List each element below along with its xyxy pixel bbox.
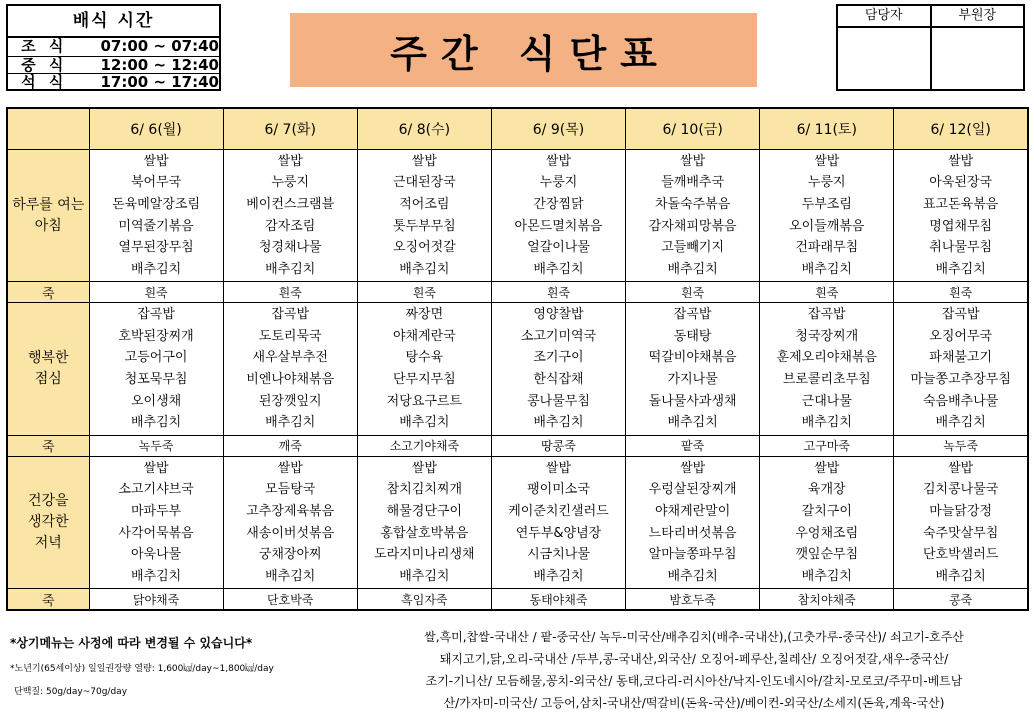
porridge-row — [7, 282, 1028, 303]
porridge-cell: 흰죽 — [357, 282, 491, 303]
dish: 짜장면 — [405, 307, 444, 323]
serving-label: 조 식 — [21, 37, 68, 55]
day-header: 6/ 6(월) — [89, 108, 223, 149]
meal-row — [7, 149, 1028, 281]
porridge-cell: 녹두죽 — [894, 435, 1028, 456]
dish: 우엉채조림 — [795, 525, 859, 541]
dish: 연두부&양념장 — [515, 525, 602, 541]
porridge-row — [7, 435, 1028, 456]
dish: 청경채나물 — [258, 240, 322, 256]
porridge-cell: 깨죽 — [223, 435, 357, 456]
dish: 배추김치 — [667, 415, 718, 431]
dish: 동태탕 — [673, 328, 712, 344]
header-corner — [7, 108, 89, 149]
dish: 새송이버섯볶음 — [246, 525, 335, 541]
porridge-cell: 흑임자죽 — [357, 589, 491, 610]
dish: 해물경단구이 — [386, 504, 463, 519]
dish: 파채불고기 — [929, 350, 993, 366]
approval-col-vice-director — [930, 6, 1024, 89]
origin-line: 산/가자미-미국산/ 고등어,삼치-국내산/떡갈비(돈육-국산)/베이컨-외국산/소세지(돈육,계육-국산) — [443, 696, 945, 710]
title-banner — [290, 13, 757, 87]
dish: 숙음배추나물 — [922, 393, 999, 409]
dish: 잡곡밥 — [941, 307, 980, 323]
dish: 쌀밥 — [814, 460, 840, 476]
menu-cell — [894, 303, 1028, 435]
dish: 한식잡채 — [533, 372, 584, 388]
dish: 잡곡밥 — [807, 307, 846, 323]
origin-line: 쌀,흑미,찹쌀-국내산 / 팥-중국산/ 녹두-미국산/배추김치(배추-국내산),(고춧가루-중국산)/ 쇠고기-호주산 — [424, 630, 964, 644]
day-header: 6/ 8(수) — [357, 108, 491, 149]
menu-cell — [894, 149, 1028, 281]
dish: 시금치나물 — [527, 547, 590, 563]
dish: 모듬탕국 — [265, 482, 316, 498]
menu-cell — [760, 149, 894, 281]
porridge-cell: 단호박죽 — [223, 589, 357, 610]
dish: 두부조림 — [801, 196, 852, 212]
meal-label-line: 아침 — [34, 217, 62, 234]
dish: 아몬드멸치볶음 — [514, 218, 603, 234]
approval-col-staff — [838, 6, 930, 89]
day-header: 6/ 7(화) — [223, 108, 357, 149]
dish: 배추김치 — [130, 261, 182, 277]
day-header: 6/ 12(일) — [894, 108, 1028, 149]
dish: 우렁살된장찌개 — [648, 482, 737, 498]
dish: 누룽지 — [539, 175, 578, 191]
meal-label — [7, 303, 89, 435]
serving-time-title: 배식 시간 — [8, 6, 219, 38]
dish: 북어무국 — [130, 175, 182, 191]
serving-label: 중 식 — [21, 55, 68, 74]
menu-cell — [89, 456, 223, 588]
dish: 알마늘쫑파무침 — [648, 547, 737, 563]
day-header: 6/ 9(목) — [491, 108, 625, 149]
serving-time: 17:00 ~ 17:40 — [100, 73, 219, 92]
dish: 탕수육 — [405, 350, 444, 366]
dish: 저당요구르트 — [386, 393, 463, 409]
dish: 소고기미역국 — [520, 328, 597, 344]
day-header-row — [7, 108, 1028, 149]
porridge-cell: 흰죽 — [491, 282, 625, 303]
dish: 베이컨스크램블 — [246, 196, 335, 212]
serving-time-box — [6, 4, 221, 91]
dish: 참치김치찌개 — [386, 482, 463, 498]
serving-row-dinner — [8, 73, 219, 91]
dish: 새우살부추전 — [252, 350, 328, 366]
change-notice: *상기메뉴는 사정에 따라 변경될 수 있습니다* — [10, 636, 253, 650]
origin-info — [356, 626, 1032, 714]
dish: 가지나물 — [667, 372, 718, 388]
dish: 김치콩나물국 — [922, 482, 999, 498]
menu-cell — [357, 149, 491, 281]
dish: 배추김치 — [265, 261, 316, 277]
porridge-cell: 흰죽 — [894, 282, 1028, 303]
dish: 마늘쫑고추장무침 — [910, 372, 1011, 388]
dish: 쌀밥 — [143, 153, 169, 169]
meal-label-line: 생각한 — [27, 514, 69, 531]
dish: 소고기샤브국 — [118, 482, 194, 498]
porridge-cell: 고구마죽 — [760, 435, 894, 456]
menu-cell — [223, 149, 357, 281]
dish: 야채계란국 — [392, 328, 456, 344]
dish: 오징어무국 — [929, 328, 993, 344]
porridge-cell: 참치야채죽 — [760, 589, 894, 610]
menu-cell — [89, 303, 223, 435]
dish: 배추김치 — [667, 568, 718, 584]
dish: 오이들깨볶음 — [789, 218, 865, 234]
dish: 아욱된장국 — [929, 175, 993, 191]
dish: 잡곡밥 — [137, 307, 175, 323]
dish: 육개장 — [807, 482, 846, 498]
signature-area — [838, 28, 930, 89]
dish: 쌀밥 — [143, 460, 169, 476]
dish: 청국장찌개 — [795, 328, 859, 344]
porridge-cell: 녹두죽 — [89, 435, 223, 456]
porridge-cell: 땅콩죽 — [491, 435, 625, 456]
dish: 쌀밥 — [948, 153, 974, 169]
menu-cell — [626, 456, 760, 588]
menu-cell — [760, 456, 894, 588]
dish: 배추김치 — [265, 415, 316, 431]
porridge-cell: 콩죽 — [894, 589, 1028, 610]
dish: 쌀밥 — [680, 460, 706, 476]
menu-cell — [491, 303, 625, 435]
dish: 잡곡밥 — [271, 307, 310, 323]
meal-row — [7, 456, 1028, 588]
meal-label-line: 하루를 여는 — [12, 196, 85, 213]
day-header: 6/ 11(토) — [760, 108, 894, 149]
dish: 배추김치 — [533, 415, 584, 431]
meal-label-line: 점심 — [34, 371, 62, 388]
dish: 돌나물사과생채 — [648, 393, 737, 409]
dish: 배추김치 — [265, 568, 316, 584]
dish: 조기구이 — [533, 350, 584, 366]
meal-label — [7, 149, 89, 281]
dish: 영양찰밥 — [533, 307, 584, 323]
porridge-cell: 팥죽 — [626, 435, 760, 456]
dish: 배추김치 — [533, 568, 584, 584]
dish: 갈치구이 — [801, 504, 852, 519]
porridge-label: 죽 — [7, 435, 89, 456]
origin-line: 조기-기니산/ 모듬해물,꽁치-외국산/ 동태,코다리-러시아산/낙지-인도네시아/갈치-모로코/주꾸미-베트남 — [425, 674, 963, 688]
meal-row — [7, 303, 1028, 435]
dish: 오이생채 — [130, 393, 182, 409]
menu-cell — [89, 149, 223, 281]
dish: 적어조림 — [399, 196, 450, 212]
porridge-cell: 소고기야채죽 — [357, 435, 491, 456]
dish: 쌀밥 — [545, 153, 572, 169]
menu-table — [6, 107, 1029, 611]
dish: 얼갈이나물 — [527, 240, 590, 256]
dish: 들깨배추국 — [661, 175, 725, 191]
dish: 쌀밥 — [545, 460, 572, 476]
menu-cell — [491, 149, 625, 281]
dish: 톳두부무침 — [392, 218, 456, 234]
dish: 단무지무침 — [392, 372, 456, 388]
dish: 누룽지 — [271, 175, 310, 191]
serving-row-lunch — [8, 56, 219, 74]
porridge-cell: 흰죽 — [89, 282, 223, 303]
menu-cell — [357, 456, 491, 588]
dish: 배추김치 — [533, 261, 584, 277]
serving-row-breakfast — [8, 38, 219, 56]
menu-cell — [894, 456, 1028, 588]
meal-label — [7, 456, 89, 588]
dish: 비엔나야채볶음 — [246, 372, 335, 388]
menu-cell — [223, 456, 357, 588]
dish: 잡곡밥 — [673, 307, 712, 323]
approval-box — [836, 4, 1025, 91]
dish: 배추김치 — [130, 415, 182, 431]
dish: 단호박샐러드 — [922, 547, 999, 563]
dish: 배추김치 — [801, 415, 852, 431]
meal-label-line: 행복한 — [27, 350, 69, 367]
porridge-cell: 밤호두죽 — [626, 589, 760, 610]
porridge-label: 죽 — [7, 282, 89, 303]
approval-head: 부원장 — [932, 6, 1024, 28]
dish: 쌀밥 — [680, 153, 706, 169]
dish: 고추장제육볶음 — [246, 504, 335, 519]
dish: 고들빼기지 — [661, 240, 725, 256]
dish: 배추김치 — [935, 261, 986, 277]
dish: 배추김치 — [399, 568, 450, 584]
protein-recommendation: 단백질: 50g/day~70g/day — [14, 687, 128, 697]
dish: 취나물무침 — [929, 240, 993, 256]
dish: 누룽지 — [807, 175, 846, 191]
dish: 떡갈비야채볶음 — [648, 350, 737, 366]
dish: 배추김치 — [667, 261, 718, 277]
dish: 쌀밥 — [948, 460, 974, 476]
dish: 케이준치킨샐러드 — [508, 504, 609, 519]
dish: 차돌숙주볶음 — [654, 196, 731, 212]
serving-label: 석 식 — [21, 73, 68, 92]
menu-cell — [626, 303, 760, 435]
dish: 궁채장아찌 — [258, 547, 322, 563]
dish: 쌀밥 — [411, 153, 437, 169]
dish: 마늘닭강정 — [929, 504, 993, 519]
dish: 쌀밥 — [411, 460, 437, 476]
dish: 콩나물무침 — [527, 393, 590, 409]
dish: 숙주맛살무침 — [922, 525, 999, 541]
dish: 호박된장찌개 — [118, 328, 194, 344]
meal-label-line: 저녁 — [34, 535, 62, 552]
dish: 미역줄기볶음 — [118, 218, 194, 234]
dish: 감자채피망볶음 — [648, 218, 737, 234]
dish: 사각어묵볶음 — [118, 525, 194, 541]
dish: 감자조림 — [265, 218, 316, 234]
porridge-label: 죽 — [7, 589, 89, 610]
dish: 고등어구이 — [124, 350, 188, 366]
dish: 야채계란말이 — [654, 504, 731, 519]
dish: 배추김치 — [399, 415, 450, 431]
dish: 표고돈육볶음 — [922, 196, 999, 212]
menu-cell — [760, 303, 894, 435]
dish: 청포묵무침 — [124, 372, 188, 388]
dish: 마파두부 — [130, 504, 182, 519]
dish: 간장찜닭 — [533, 196, 584, 212]
dish: 배추김치 — [801, 261, 852, 277]
dish: 오징어젓갈 — [392, 240, 456, 256]
dish: 훈제오리야채볶음 — [776, 350, 877, 366]
menu-cell — [357, 303, 491, 435]
signature-area — [932, 28, 1024, 89]
serving-time: 07:00 ~ 07:40 — [100, 37, 219, 55]
dish: 배추김치 — [399, 261, 450, 277]
menu-cell — [491, 456, 625, 588]
dish: 열무된장무침 — [118, 240, 194, 256]
dish: 아욱나물 — [130, 547, 182, 563]
dish: 홍합살호박볶음 — [380, 525, 469, 541]
serving-time: 12:00 ~ 12:40 — [100, 55, 219, 74]
dish: 깻잎순무침 — [795, 547, 859, 563]
origin-line: 돼지고기,닭,오리-국내산 /두부,콩-국내산,외국산/ 오징어-페루산,칠레산/ 오징어젓갈,새우-중국산/ — [439, 652, 949, 666]
dish: 도라지미나리생채 — [374, 547, 475, 563]
porridge-cell: 흰죽 — [223, 282, 357, 303]
dish: 쌀밥 — [277, 153, 303, 169]
dish: 돈육메알장조림 — [112, 196, 201, 212]
porridge-cell: 흰죽 — [760, 282, 894, 303]
dish: 쌀밥 — [277, 460, 303, 476]
dish: 도토리묵국 — [258, 328, 322, 344]
dish: 배추김치 — [935, 415, 986, 431]
dish: 브로콜리초무침 — [782, 372, 871, 388]
porridge-row — [7, 589, 1028, 610]
porridge-cell: 동태야채죽 — [491, 589, 625, 610]
menu-cell — [223, 303, 357, 435]
dish: 근대나물 — [801, 393, 852, 409]
dish: 건파래무침 — [795, 240, 859, 256]
porridge-cell: 닭야채죽 — [89, 589, 223, 610]
dish: 명엽채무침 — [929, 218, 993, 234]
dish: 근대된장국 — [392, 175, 456, 191]
dish: 쌀밥 — [814, 153, 840, 169]
day-header: 6/ 10(금) — [626, 108, 760, 149]
approval-head: 담당자 — [838, 6, 930, 28]
dish: 배추김치 — [935, 568, 986, 584]
dish: 팽이미소국 — [527, 482, 590, 498]
calorie-recommendation: *노년기(65세이상) 일일권장량 열량: 1,600㎉/day~1,800㎉/day — [10, 664, 274, 674]
dish: 배추김치 — [801, 568, 852, 584]
menu-cell — [626, 149, 760, 281]
dish: 느타리버섯볶음 — [648, 525, 737, 541]
porridge-cell: 흰죽 — [626, 282, 760, 303]
dish: 된장깻잎지 — [258, 393, 322, 409]
dish: 배추김치 — [130, 568, 182, 584]
meal-label-line: 건강을 — [27, 493, 69, 510]
page-title: 주간 식단표 — [390, 31, 671, 76]
